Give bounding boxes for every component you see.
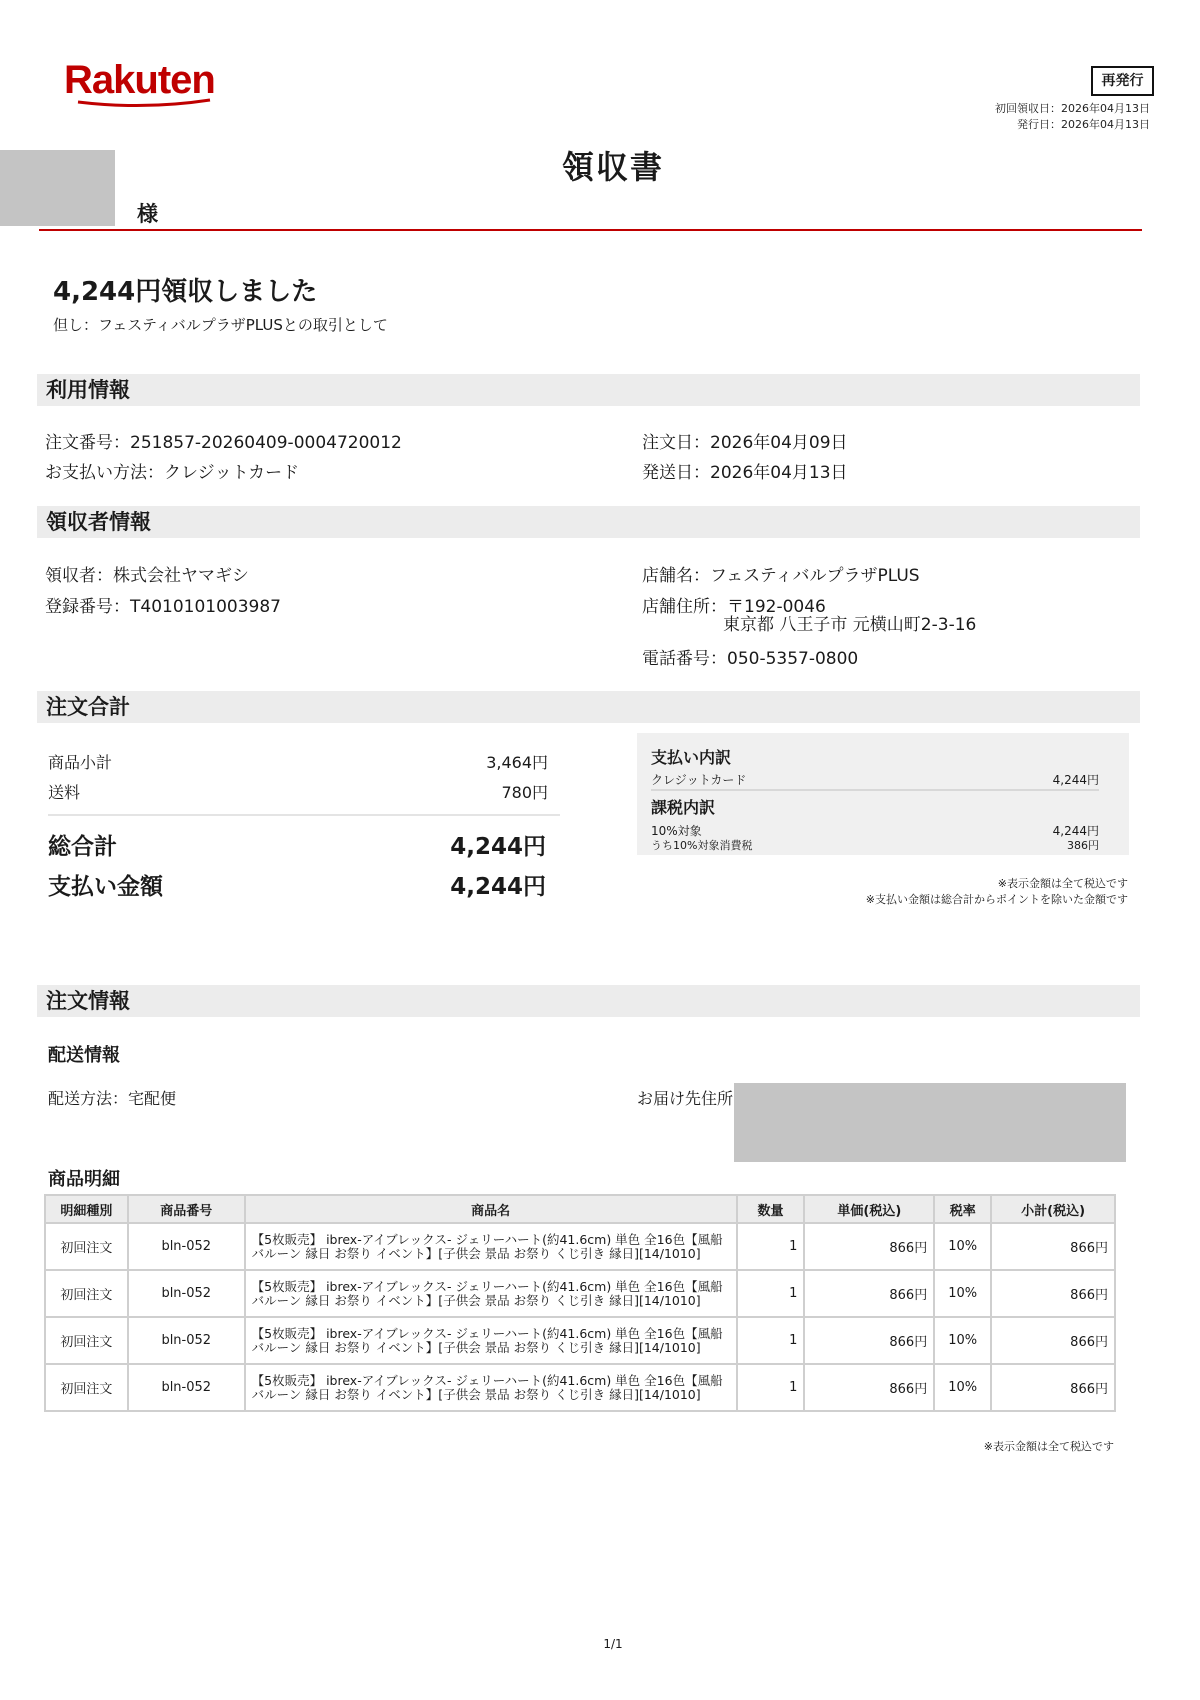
row-price: 866円 — [804, 1317, 934, 1364]
store-phone: 電話番号：050-5357-0800 — [642, 649, 859, 669]
row-tax: 10% — [934, 1223, 991, 1270]
breakdown-divider — [651, 789, 1099, 791]
row-qty: 1 — [737, 1223, 805, 1270]
issue-date: 発行日：2026年04月13日 — [1017, 118, 1150, 131]
payment-note: ※支払い金額は総合計からポイントを除いた金額です — [865, 893, 1128, 906]
row-code: bln-052 — [128, 1317, 245, 1364]
section-recipient-heading: 領収者情報 — [37, 506, 1140, 538]
row-price: 866円 — [804, 1223, 934, 1270]
subtotal-row — [48, 750, 560, 780]
col-tax: 税率 — [934, 1195, 991, 1223]
row-tax: 10% — [934, 1270, 991, 1317]
grand-total-row — [48, 828, 560, 868]
row-qty: 1 — [737, 1270, 805, 1317]
col-type: 明細種別 — [45, 1195, 128, 1223]
table-tax-note: ※表示金額は全て税込です — [983, 1440, 1114, 1453]
ship-date: 発送日：2026年04月13日 — [642, 463, 848, 483]
grand-total-value: 4,244円 — [450, 834, 546, 860]
row-subtotal: 866円 — [991, 1317, 1115, 1364]
totals-divider — [48, 814, 560, 816]
tax-note: ※表示金額は全て税込です — [997, 877, 1128, 890]
subtotal-label: 商品小計 — [48, 753, 113, 772]
receiver: 領収者：株式会社ヤマギシ — [45, 566, 249, 586]
row-code: bln-052 — [128, 1223, 245, 1270]
receipt-dates — [995, 101, 1150, 133]
payment-method: お支払い方法：クレジットカード — [45, 463, 300, 483]
store-name: 店舗名：フェスティバルプラザPLUS — [642, 566, 920, 586]
reissue-badge: 再発行 — [1091, 66, 1154, 96]
header-divider — [39, 229, 1142, 231]
subtotal-value: 3,464円 — [486, 753, 548, 772]
proviso: 但し：フェスティバルプラザPLUSとの取引として — [53, 316, 388, 334]
store-address-line2: 東京都 八王子市 元横山町2-3-16 — [723, 615, 977, 635]
tax-included-value: 386円 — [1067, 839, 1099, 852]
payment-amount-label: 支払い金額 — [48, 874, 163, 900]
col-qty: 数量 — [737, 1195, 805, 1223]
tax-target-value: 4,244円 — [1052, 824, 1099, 838]
logo-swoosh-icon — [74, 96, 214, 110]
shipping-label: 送料 — [48, 783, 81, 802]
rakuten-logo: Rakuten — [64, 58, 215, 102]
table-row — [45, 1364, 1115, 1411]
tax-target-label: 10%対象 — [651, 824, 702, 838]
section-totals-heading: 注文合計 — [37, 691, 1140, 723]
row-code: bln-052 — [128, 1364, 245, 1411]
delivery-method: 配送方法：宅配便 — [48, 1089, 177, 1108]
row-price: 866円 — [804, 1270, 934, 1317]
col-code: 商品番号 — [128, 1195, 245, 1223]
row-subtotal: 866円 — [991, 1270, 1115, 1317]
tax-included-label: うち10%対象消費税 — [651, 839, 753, 852]
page-number: 1/1 — [603, 1637, 623, 1651]
row-name: 【5枚販売】 ibrex-アイブレックス- ジェリーハート(約41.6cm) 単色 全16色【風船 バルーン 縁日 お祭り イベント】[子供会 景品 お祭り くじ引き 縁日][14/1010] — [245, 1270, 737, 1317]
card-label: クレジットカード — [651, 773, 747, 787]
payment-amount-value: 4,244円 — [450, 874, 546, 900]
redacted-recipient-name — [0, 150, 115, 226]
delivery-address-label: お届け先住所 — [637, 1089, 734, 1108]
page-title: 領収書 — [561, 148, 664, 186]
table-row — [45, 1223, 1115, 1270]
store-address: 店舗住所：〒192-0046 — [642, 597, 826, 617]
registration-number: 登録番号：T4010101003987 — [45, 597, 281, 617]
row-name: 【5枚販売】 ibrex-アイブレックス- ジェリーハート(約41.6cm) 単色 全16色【風船 バルーン 縁日 お祭り イベント】[子供会 景品 お祭り くじ引き 縁日][14/1010] — [245, 1364, 737, 1411]
row-subtotal: 866円 — [991, 1364, 1115, 1411]
honorific: 様 — [137, 202, 158, 226]
col-subtotal: 小計(税込) — [991, 1195, 1115, 1223]
redacted-delivery-address — [734, 1083, 1126, 1162]
row-tax: 10% — [934, 1364, 991, 1411]
row-name: 【5枚販売】 ibrex-アイブレックス- ジェリーハート(約41.6cm) 単色 全16色【風船 バルーン 縁日 お祭り イベント】[子供会 景品 お祭り くじ引き 縁日][14/1010] — [245, 1223, 737, 1270]
delivery-heading: 配送情報 — [48, 1045, 120, 1066]
table-row — [45, 1317, 1115, 1364]
row-subtotal: 866円 — [991, 1223, 1115, 1270]
items-table — [44, 1194, 1116, 1412]
table-row — [45, 1270, 1115, 1317]
row-name: 【5枚販売】 ibrex-アイブレックス- ジェリーハート(約41.6cm) 単色 全16色【風船 バルーン 縁日 お祭り イベント】[子供会 景品 お祭り くじ引き 縁日][14/1010] — [245, 1317, 737, 1364]
row-price: 866円 — [804, 1364, 934, 1411]
payment-breakdown-box — [637, 733, 1129, 855]
col-name: 商品名 — [245, 1195, 737, 1223]
first-receipt-date: 初回領収日：2026年04月13日 — [995, 102, 1150, 115]
order-number: 注文番号：251857-20260409-0004720012 — [45, 433, 402, 453]
row-code: bln-052 — [128, 1270, 245, 1317]
col-price: 単価(税込) — [804, 1195, 934, 1223]
payment-breakdown-heading: 支払い内訳 — [651, 748, 732, 767]
grand-total-label: 総合計 — [48, 834, 117, 860]
section-order-info-heading: 注文情報 — [37, 985, 1140, 1017]
order-date: 注文日：2026年04月09日 — [642, 433, 848, 453]
items-header-row — [45, 1195, 1115, 1223]
row-tax: 10% — [934, 1317, 991, 1364]
row-type: 初回注文 — [45, 1317, 128, 1364]
row-qty: 1 — [737, 1317, 805, 1364]
payment-amount-row — [48, 868, 560, 908]
row-qty: 1 — [737, 1364, 805, 1411]
shipping-row — [48, 780, 560, 810]
row-type: 初回注文 — [45, 1223, 128, 1270]
totals-block — [48, 750, 560, 908]
received-amount: 4,244円領収しました — [53, 277, 318, 307]
card-value: 4,244円 — [1052, 773, 1099, 787]
row-type: 初回注文 — [45, 1364, 128, 1411]
tax-breakdown-heading: 課税内訳 — [651, 798, 716, 817]
section-usage-heading: 利用情報 — [37, 374, 1140, 406]
shipping-value: 780円 — [501, 783, 548, 802]
row-type: 初回注文 — [45, 1270, 128, 1317]
items-heading: 商品明細 — [48, 1169, 120, 1190]
